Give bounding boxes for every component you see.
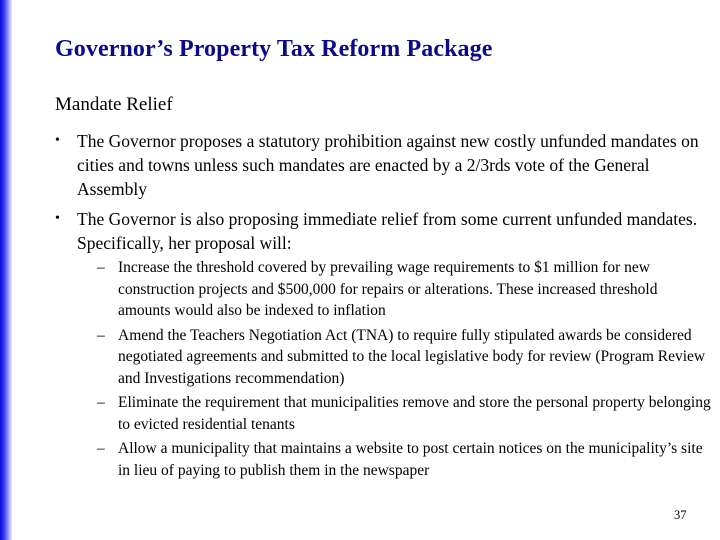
side-accent-bar [0, 0, 12, 540]
section-heading: Mandate Relief [55, 94, 173, 115]
sub-bullet-item [97, 257, 712, 322]
bullet-text: The Governor is also proposing immediate relief from some current unfunded mandates. Specifically, her proposal will: [77, 209, 698, 253]
sub-bullet-text: Amend the Teachers Negotiation Act (TNA) to require fully stipulated awards be considered negotiated agreements and submitted to the local legislative body for review (Program Review and Investigations recommendation) [118, 326, 706, 387]
sub-bullet-list [97, 257, 712, 484]
sub-bullet-text: Allow a municipality that maintains a website to post certain notices on the municipality’s site in lieu of paying to publish them in the newspaper [118, 440, 703, 479]
bullet-text: The Governor proposes a statutory prohibition against new costly unfunded mandates on cities and towns unless such mandates are enacted by a 2/3rds vote of the General Assembly [77, 131, 699, 199]
sub-bullet-marker: – [97, 326, 105, 344]
sub-bullet-marker: – [97, 440, 105, 457]
sub-bullet-text: Increase the threshold covered by prevailing wage requirements to $1 million for new construction projects and $500,000 for repairs or alterations. These increased threshold amounts would also be indexed to inflation [118, 259, 658, 319]
page-number: 37 [674, 508, 687, 522]
sub-bullet-marker: – [97, 259, 105, 276]
bullet-marker: • [55, 211, 60, 226]
slide-title: Governor’s Property Tax Reform Package [55, 36, 493, 62]
sub-bullet-item [97, 438, 712, 481]
sub-bullet-text: Eliminate the requirement that municipalities remove and store the personal property belonging to evicted residential tenants [118, 394, 711, 433]
sub-bullet-item [97, 325, 712, 390]
bullet-marker: • [55, 133, 60, 148]
sub-bullet-marker: – [97, 394, 105, 411]
sub-bullet-item [97, 392, 712, 435]
